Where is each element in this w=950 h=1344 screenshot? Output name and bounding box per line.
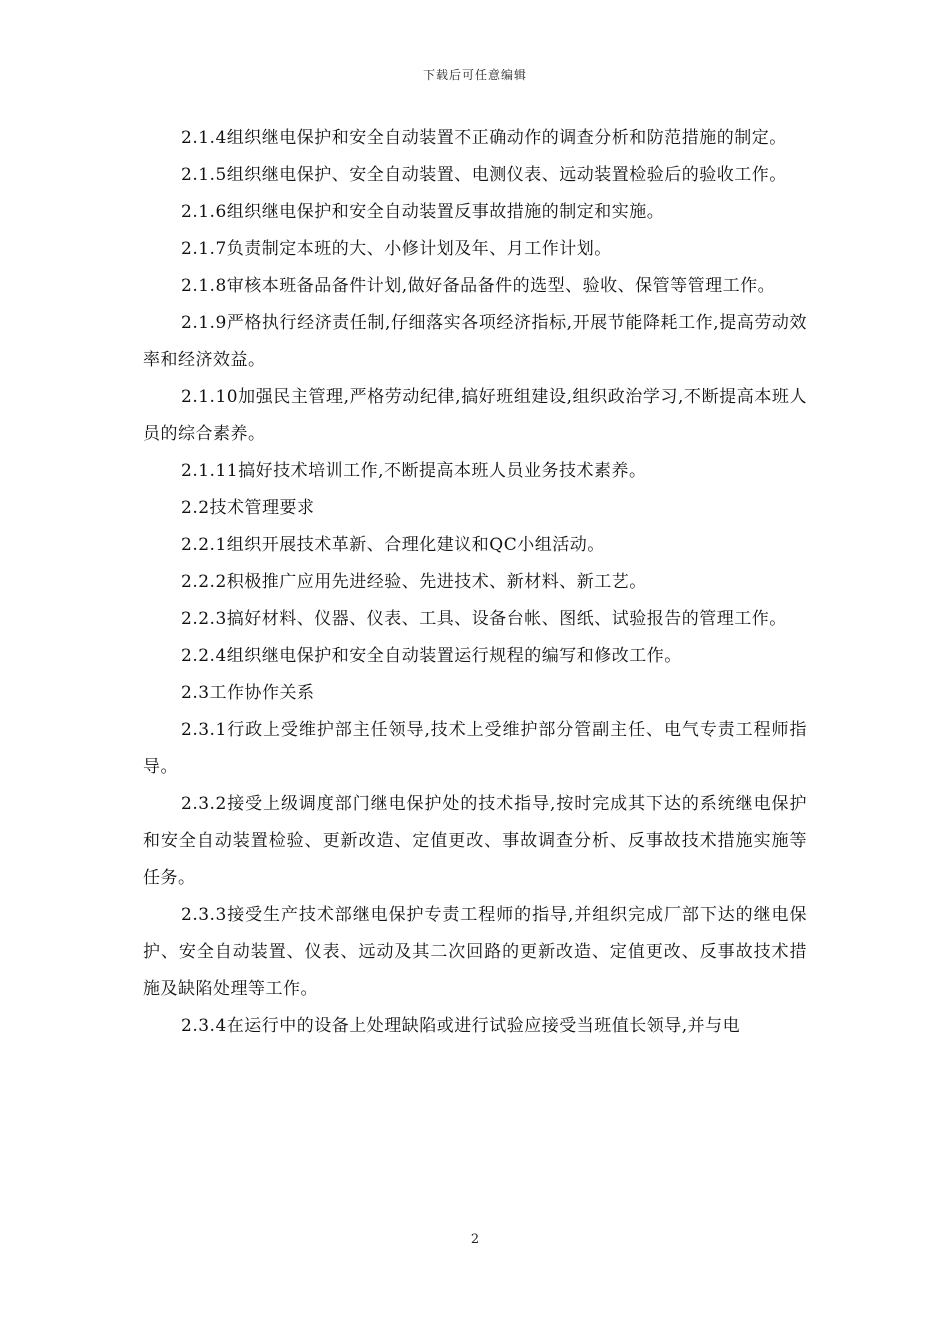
paragraph-2-2-1: 2.2.1组织开展技术革新、合理化建议和QC小组活动。 — [181, 535, 605, 555]
paragraph-2-1-4: 2.1.4组织继电保护和安全自动装置不正确动作的调查分析和防范措施的制定。 — [181, 128, 787, 148]
page-number: 2 — [470, 1232, 480, 1247]
header-note: 下载后可任意编辑 — [422, 68, 527, 82]
paragraph-2-3-3: 2.3.3接受生产技术部继电保护专责工程师的指导,并组织完成厂部下达的继电保护、安全自动装置、仪表、远动及其二次回路的更新改造、定值更改、反事故技术措施及缺陷处理等工作。 — [143, 905, 807, 999]
paragraph-2-2-2: 2.2.2积极推广应用先进经验、先进技术、新材料、新工艺。 — [181, 572, 647, 592]
paragraph-2-3-4: 2.3.4在运行中的设备上处理缺陷或进行试验应接受当班值长领导,并与电 — [181, 1016, 741, 1036]
paragraph-2-1-5: 2.1.5组织继电保护、安全自动装置、电测仪表、远动装置检验后的验收工作。 — [181, 165, 787, 185]
paragraph-2-2-4: 2.2.4组织继电保护和安全自动装置运行规程的编写和修改工作。 — [181, 646, 682, 666]
paragraph-2-1-6: 2.1.6组织继电保护和安全自动装置反事故措施的制定和实施。 — [181, 202, 665, 222]
paragraph-2-1-9: 2.1.9严格执行经济责任制,仔细落实各项经济指标,开展节能降耗工作,提高劳动效率和经济效益。 — [143, 313, 807, 370]
paragraph-2-2-3: 2.2.3搞好材料、仪器、仪表、工具、设备台帐、图纸、试验报告的管理工作。 — [181, 609, 787, 629]
paragraph-2-3-2: 2.3.2接受上级调度部门继电保护处的技术指导,按时完成其下达的系统继电保护和安全自动装置检验、更新改造、定值更改、事故调查分析、反事故技术措施实施等任务。 — [143, 794, 807, 888]
body-text — [143, 120, 807, 1045]
paragraph-2-1-10: 2.1.10加强民主管理,严格劳动纪律,搞好班组建设,组织政治学习,不断提高本班人员的综合素养。 — [143, 387, 807, 444]
section-heading-2-3: 2.3工作协作关系 — [181, 683, 315, 703]
paragraph-2-1-8: 2.1.8审核本班备品备件计划,做好备品备件的选型、验收、保管等管理工作。 — [181, 276, 776, 296]
paragraph-2-3-1: 2.3.1行政上受维护部主任领导,技术上受维护部分管副主任、电气专责工程师指导。 — [143, 720, 807, 777]
section-heading-2-2: 2.2技术管理要求 — [181, 498, 315, 518]
paragraph-2-1-7: 2.1.7负责制定本班的大、小修计划及年、月工作计划。 — [181, 239, 612, 259]
paragraph-2-1-11: 2.1.11搞好技术培训工作,不断提高本班人员业务技术素养。 — [181, 461, 647, 481]
